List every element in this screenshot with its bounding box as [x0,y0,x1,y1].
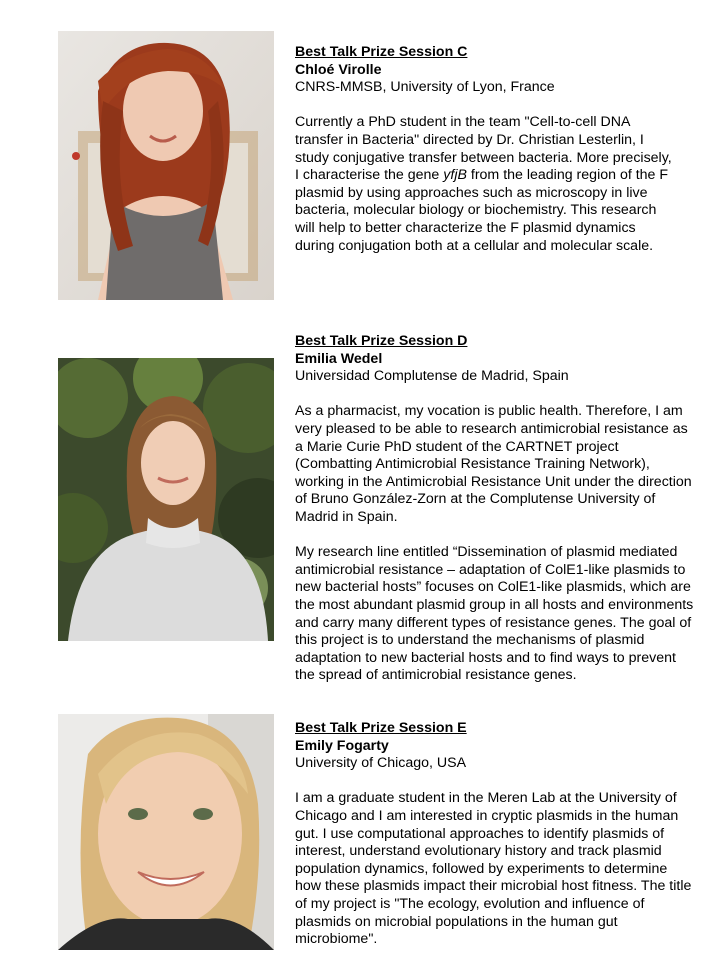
speaker-bio: I am a graduate student in the Meren Lab at the University of Chicago and I am interested in cryptic plasmids in the human gut. I use computational approaches to identify plasmids of interest, understand evolutionary history and track plasmid population dynamics, followed by experiments to determine how these plasmids impact their microbial host fitness. The title of my project is "The ecology, evolution and influence of plasmids on microbial populations in the human gut microbiome". [295,790,692,948]
portrait-photo-chloe [58,31,274,300]
entry-text [295,720,711,949]
session-heading: Best Talk Prize Session D [295,333,468,349]
speaker-affiliation: CNRS-MMSB, University of Lyon, France [295,79,555,96]
speaker-affiliation: University of Chicago, USA [295,755,467,772]
portrait-photo-emily [58,714,274,950]
entry-text [295,44,711,255]
bio-text-before: Currently a PhD student in the team "Cell-to-cell DNA transfer in Bacteria" directed by Dr. Christian Lesterlin, I study conjugative transfer between bacteria. More precisely, I characterise the gene [295,114,672,184]
portrait-photo-emilia [58,358,274,641]
session-heading: Best Talk Prize Session E [295,720,467,736]
speaker-name: Chloé Virolle [295,61,382,78]
entry-session-d [58,333,714,693]
speaker-bio [295,114,711,255]
entry-text [295,333,711,685]
speaker-bio-research: My research line entitled “Dissemination of plasmid mediated antimicrobial resistance – adaptation of ColE1-like plasmids to new bacterial hosts” focuses on ColE1-like plasmids, which are the most abundant plasmid group in all hosts and environments and carry many different types of resistance genes. The goal of this project is to understand the mechanisms of plasmid adaptation to new bacterial hosts and to find ways to prevent the spread of antimicrobial resistance genes. [295,544,694,684]
gene-name: yfjB [443,167,467,184]
session-heading: Best Talk Prize Session C [295,44,468,60]
speaker-affiliation: Universidad Complutense de Madrid, Spain [295,368,569,385]
speaker-name: Emily Fogarty [295,737,389,754]
speaker-bio: As a pharmacist, my vocation is public health. Therefore, I am very pleased to be able to research antimicrobial resistance as a Marie Curie PhD student of the CARTNET project (Combatting Antimicrobial Resistance Training Network), working in the Antimicrobial Resistance Unit under the direction of Bruno González-Zorn at the Complutense University of Madrid in Spain. [295,403,692,525]
entry-session-e [58,714,714,954]
bio-text-after: from the leading region of the F plasmid by using approaches such as microscopy in live bacteria, molecular biology or biochemistry. This research will help to better characterize the F plasmid dynamics during conjugation both at a cellular and molecular scale. [295,167,669,254]
entry-session-c [58,31,714,301]
speaker-name: Emilia Wedel [295,350,383,367]
